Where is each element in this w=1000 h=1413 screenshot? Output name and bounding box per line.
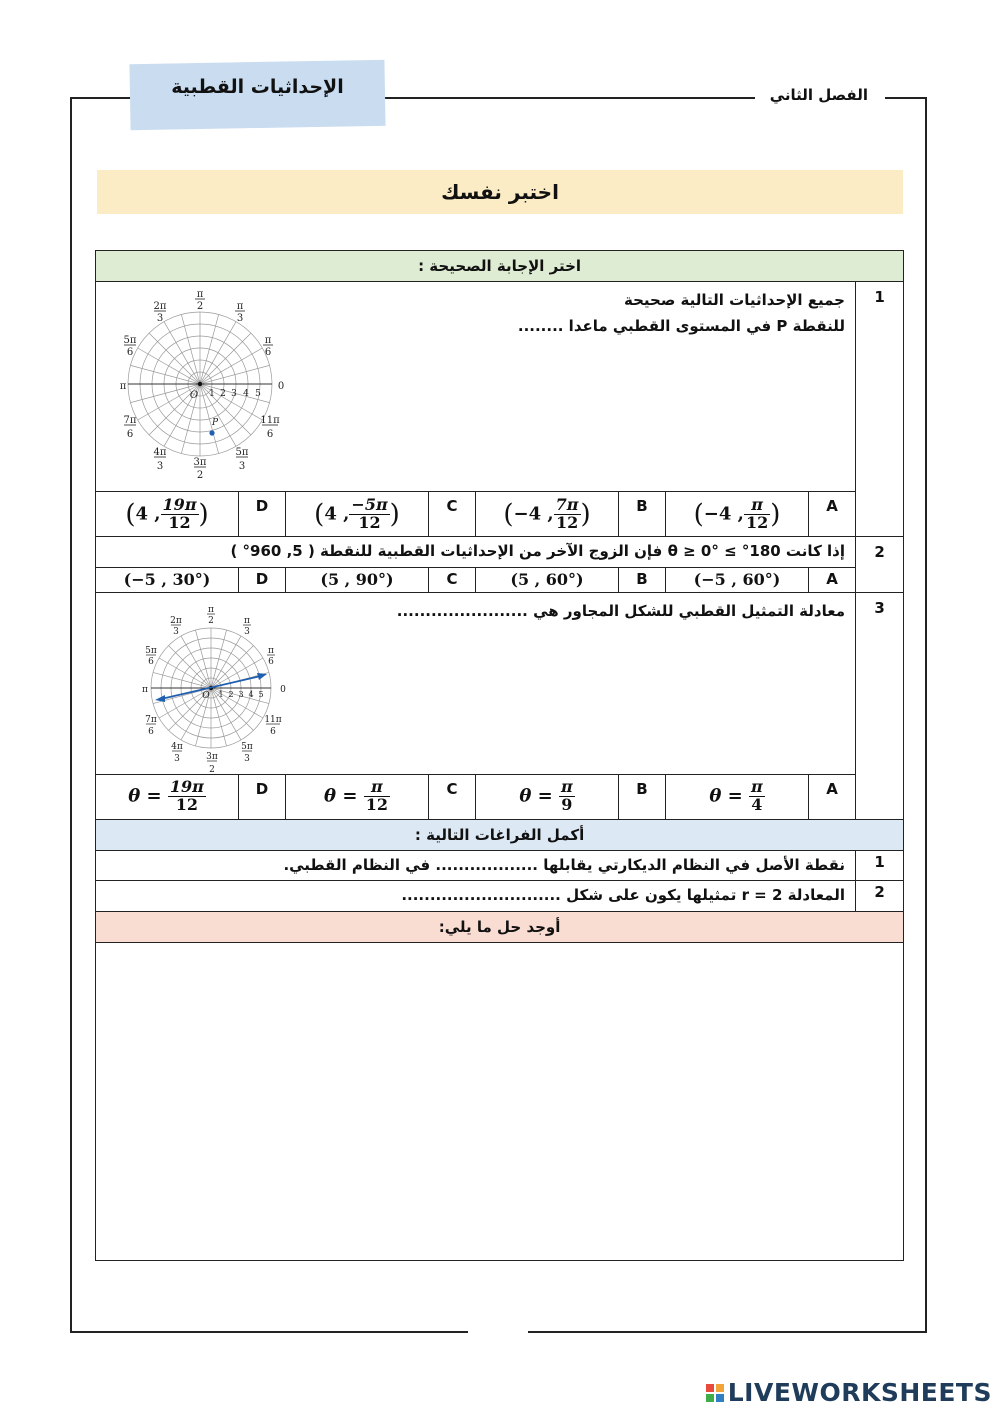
q1-grid-drawing — [128, 312, 272, 456]
origin-dot — [198, 382, 202, 386]
q3-label-a330-n: 11π — [264, 715, 282, 725]
topic-title: الإحداثيات القطبية — [171, 76, 344, 98]
q3-label-a240-d: 3 — [174, 754, 180, 764]
q1-label-d: D — [239, 492, 286, 537]
q2-label-b: B — [619, 567, 666, 592]
q1-point-label: P — [211, 418, 219, 428]
q3-tick-4: 4 — [248, 690, 254, 699]
frame-right — [925, 97, 927, 1332]
fill-section-title: أكمل الفراغات التالية : — [96, 819, 904, 850]
q1-label-a90-n: π — [196, 289, 204, 300]
mcq-section-title: اختر الإجابة الصحيحة : — [96, 251, 904, 282]
q3-origin-label: O — [202, 691, 210, 701]
q3-label-a210-d: 6 — [148, 727, 154, 737]
q1-tick-2: 2 — [220, 389, 226, 399]
q3-option-a[interactable]: θ = $\frac{\pi}{4}$ — [666, 774, 809, 819]
q3-label-a240-n: 4π — [171, 742, 183, 752]
q1-label-a30-n: π — [264, 335, 272, 346]
q3-label-a270-d: 2 — [209, 765, 215, 775]
q3-label-a270-n: 3π — [206, 752, 218, 762]
q1-label-a330-n: 11π — [260, 415, 280, 426]
q3-label-a330-d: 6 — [270, 727, 276, 737]
q3-label-a: A — [809, 774, 856, 819]
q1-label-a300-n: 5π — [235, 447, 249, 458]
q3-arrow-tail — [155, 695, 165, 702]
q3-label-a150-d: 6 — [148, 657, 154, 667]
q1-label-a90-d: 2 — [196, 301, 204, 312]
q1-tick-5: 5 — [255, 389, 261, 399]
q2-option-a[interactable]: (−5 , 60°) — [666, 567, 809, 592]
q1-label-a330-d: 6 — [266, 429, 274, 440]
q2-text: إذا كانت 180° ≥ θ ≥ 0° فإن الزوج الآخر من الإحداثيات القطبية للنقطة ( 5, 960° ) — [96, 537, 856, 568]
q1-label-a210-n: 7π — [123, 415, 137, 426]
q2-option-c[interactable]: (5 , 90°) — [286, 567, 429, 592]
q1-line1: جميع الإحداثيات التالية صحيحة — [623, 291, 845, 309]
solve-section-title: أوجد حل ما يلي: — [96, 911, 904, 942]
q3-option-b[interactable]: θ = $\frac{\pi}{9}$ — [476, 774, 619, 819]
grid-spoke — [200, 348, 262, 384]
liveworksheets-logo — [706, 1378, 992, 1407]
q2-number: 2 — [856, 537, 904, 593]
q1-point-p — [209, 430, 214, 435]
q3-label-a300-d: 3 — [244, 754, 250, 764]
q3-text: معادلة التمثيل القطبي للشكل المجاور هي ....................... — [396, 601, 845, 620]
q3-label-a300-n: 5π — [241, 742, 253, 752]
q1-polar-grid — [112, 287, 292, 479]
q1-label-a270-n: 3π — [193, 457, 207, 468]
q2-label-d: D — [239, 567, 286, 592]
frame-left — [70, 97, 72, 1332]
liveworksheets-mark-icon — [706, 1384, 724, 1402]
q3-label-a90-d: 2 — [208, 616, 214, 626]
q1-label-a0: 0 — [277, 381, 285, 392]
q1-label-a150-n: 5π — [123, 335, 137, 346]
q1-label-a270-d: 2 — [196, 470, 204, 479]
frame-top-left — [70, 97, 130, 99]
q3-number: 3 — [856, 592, 904, 819]
frame-top-right — [885, 97, 927, 99]
q2-label-c: C — [429, 567, 476, 592]
q1-line2: للنقطة P في المستوى القطبي ماعدا ........ — [517, 316, 845, 335]
q3-label-a120-d: 3 — [173, 627, 179, 637]
grid-spoke — [200, 322, 236, 384]
grid-spoke — [200, 333, 251, 384]
q1-option-c[interactable]: (4 , $\frac{-5\pi}{12}$ ) — [286, 492, 429, 537]
q3-tick-2: 2 — [228, 690, 234, 699]
grid-spoke — [164, 322, 200, 384]
q1-label-a: A — [809, 492, 856, 537]
q1-tick-1: 1 — [209, 389, 215, 399]
q1-label-b: B — [619, 492, 666, 537]
q3-label-a60-n: π — [244, 616, 250, 626]
q3-tick-5: 5 — [258, 690, 264, 699]
grid-spoke — [149, 333, 200, 384]
q1-label-a150-d: 6 — [126, 347, 134, 358]
fill-2-text[interactable]: المعادلة r = 2 تمثيلها يكون على شكل ............................ — [96, 881, 856, 912]
test-yourself-banner: اختبر نفسك — [97, 170, 903, 214]
q1-label-c: C — [429, 492, 476, 537]
q3-label-a30-n: π — [268, 646, 274, 656]
q3-option-c[interactable]: θ = $\frac{\pi}{12}$ — [286, 774, 429, 819]
fill-2-number: 2 — [856, 881, 904, 912]
solve-answer-area[interactable] — [96, 942, 904, 1260]
q1-label-a300-d: 3 — [238, 461, 246, 472]
q3-label-d: D — [239, 774, 286, 819]
q1-label-a60-n: π — [236, 301, 244, 312]
q1-label-a120-d: 3 — [156, 313, 164, 324]
q3-label-a0: 0 — [280, 685, 286, 695]
q3-tick-3: 3 — [238, 690, 244, 699]
fill-1-text[interactable]: نقطة الأصل في النظام الديكارتي يقابلها .................. في النظام القطبي. — [96, 850, 856, 881]
q2-label-a: A — [809, 567, 856, 592]
q1-label-a210-d: 6 — [126, 429, 134, 440]
q1-tick-4: 4 — [243, 389, 249, 399]
q3-label-c: C — [429, 774, 476, 819]
q1-label-a120-n: 2π — [153, 301, 167, 312]
q3-polar-grid — [135, 603, 295, 775]
frame-top-middle — [385, 97, 755, 99]
q1-option-a[interactable]: (−4 , $\frac{\pi}{12}$ ) — [666, 492, 809, 537]
q3-label-a120-n: 2π — [170, 616, 182, 626]
q2-option-d[interactable]: (−5 , 30°) — [96, 567, 239, 592]
chapter-title: الفصل الثاني — [769, 86, 868, 104]
q1-option-d[interactable]: (4 , $\frac{19\pi}{12}$ ) — [96, 492, 239, 537]
q3-label-a150-n: 5π — [145, 646, 157, 656]
q1-label-a240-d: 3 — [156, 461, 164, 472]
q1-origin-label: O — [189, 390, 199, 401]
q3-option-d[interactable]: θ = $\frac{19\pi}{12}$ — [96, 774, 239, 819]
q3-label-a60-d: 3 — [244, 627, 250, 637]
q3-label-a90-n: π — [208, 605, 214, 615]
q3-tick-1: 1 — [218, 690, 224, 699]
q3-label-a210-n: 7π — [145, 715, 157, 725]
q1-option-b[interactable]: (−4 , $\frac{7\pi}{12}$ ) — [476, 492, 619, 537]
q1-label-a30-d: 6 — [264, 347, 272, 358]
q2-option-b[interactable]: (5 , 60°) — [476, 567, 619, 592]
q1-tick-3: 3 — [231, 389, 237, 399]
frame-bottom-left — [70, 1331, 468, 1333]
q3-label-a180: π — [142, 685, 148, 695]
q1-label-a60-d: 3 — [236, 313, 244, 324]
q3-arrow-head — [257, 673, 267, 680]
q1-label-a240-n: 4π — [153, 447, 167, 458]
frame-bottom-right — [528, 1331, 927, 1333]
grid-spoke — [138, 348, 200, 384]
fill-1-number: 1 — [856, 850, 904, 881]
q1-label-a180: π — [119, 381, 127, 392]
q3-label-a30-d: 6 — [268, 657, 274, 667]
q1-number: 1 — [856, 282, 904, 537]
q3-label-b: B — [619, 774, 666, 819]
liveworksheets-brand: LIVEWORKSHEETS — [727, 1378, 992, 1407]
